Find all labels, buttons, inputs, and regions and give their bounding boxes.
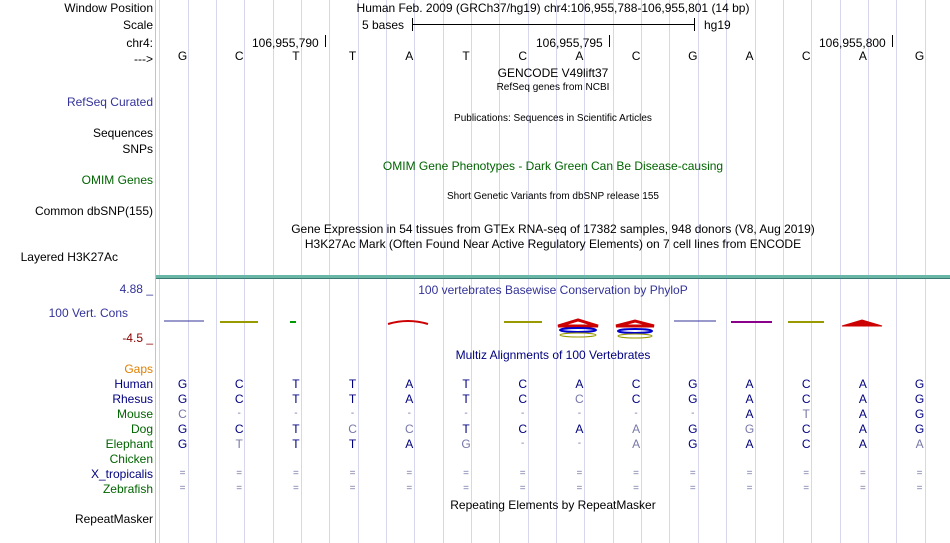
alignment-base: T	[235, 437, 243, 451]
scale-bar-right-end	[694, 18, 695, 31]
alignment-base: A	[915, 437, 924, 451]
sequence-base: A	[745, 49, 754, 63]
alignment-base: G	[177, 422, 188, 436]
alignment-base: G	[177, 377, 188, 391]
alignment-base: G	[914, 392, 925, 406]
alignment-base: T	[462, 377, 470, 391]
alignment-base: A	[745, 377, 754, 391]
alignment-base: =	[576, 483, 583, 494]
alignment-base: =	[236, 468, 243, 479]
alignment-base: -	[464, 408, 468, 419]
alignment-base: -	[634, 408, 638, 419]
alignment-base: C	[234, 377, 244, 391]
alignment-base: C	[348, 422, 357, 436]
alignment-base: A	[575, 422, 584, 436]
alignment-base: =	[519, 468, 526, 479]
window-position-label: Window Position	[64, 1, 153, 15]
alignment-base: G	[688, 392, 698, 406]
sequence-base: A	[405, 49, 414, 63]
alignment-base: C	[518, 377, 528, 391]
gencode-track-title[interactable]: GENCODE V49lift37	[497, 66, 609, 80]
alignment-base: =	[519, 483, 526, 494]
h3k27ac-signal-baseline	[156, 278, 950, 279]
alignment-base: G	[914, 407, 925, 421]
alignment-base: C	[631, 392, 641, 406]
sequence-base: G	[177, 49, 188, 63]
sequence-base: C	[234, 49, 244, 63]
alignment-base: A	[858, 407, 867, 421]
alignment-base: A	[858, 392, 867, 406]
omim-track-label[interactable]: OMIM Genes	[81, 173, 153, 187]
alignment-base: -	[521, 438, 525, 449]
alignment-base: -	[294, 408, 298, 419]
scale-bar-left-end	[412, 18, 413, 31]
sequence-base: C	[518, 49, 528, 63]
refseq-track-label[interactable]: RefSeq Curated	[66, 95, 153, 109]
alignment-base: =	[859, 483, 866, 494]
alignment-base: =	[179, 468, 186, 479]
alignment-base: =	[689, 468, 696, 479]
cons-max-value: 4.88 _	[119, 282, 153, 296]
alignment-base: T	[802, 407, 810, 421]
scale-assembly: hg19	[704, 18, 731, 32]
phylop-track-title[interactable]: 100 vertebrates Basewise Conservation by PhyloP	[418, 283, 688, 297]
alignment-base: C	[575, 392, 584, 406]
alignment-base: A	[858, 377, 867, 391]
alignment-base: -	[577, 408, 582, 419]
alignment-base: A	[745, 437, 754, 451]
chrom-label: chr4:	[126, 36, 153, 50]
alignment-base: A	[858, 437, 867, 451]
coord-tick-795	[609, 35, 610, 47]
alignment-base: C	[404, 422, 414, 436]
sequence-base: A	[575, 49, 584, 63]
alignment-base: =	[746, 483, 753, 494]
alignment-base: =	[916, 468, 923, 479]
species-label[interactable]: Dog	[130, 422, 153, 436]
alignment-base: A	[745, 407, 754, 421]
alignment-base: A	[745, 392, 754, 406]
strand-label[interactable]: --->	[134, 52, 153, 66]
alignment-base: T	[292, 437, 300, 451]
coord-106955790: 106,955,790	[252, 36, 319, 50]
cons-track-label[interactable]: 100 Vert. Cons	[48, 306, 128, 320]
sequence-base: G	[914, 49, 925, 63]
alignment-base: C	[234, 392, 244, 406]
alignment-base: -	[577, 438, 582, 449]
alignment-base: =	[463, 483, 469, 494]
alignment-base: G	[177, 392, 188, 406]
alignment-base: C	[801, 437, 811, 451]
scale-bar	[412, 24, 695, 25]
alignment-base: =	[349, 468, 356, 479]
refseq-track-subtitle[interactable]: RefSeq genes from NCBI	[496, 82, 610, 93]
alignment-base: T	[348, 377, 357, 391]
alignment-base: A	[632, 437, 641, 451]
snps-track-label[interactable]: SNPs	[122, 142, 153, 156]
alignment-base: =	[633, 468, 640, 479]
species-label[interactable]: Rhesus	[112, 392, 153, 406]
conservation-logo	[156, 312, 950, 342]
alignment-base: C	[518, 422, 528, 436]
omim-track-title[interactable]: OMIM Gene Phenotypes - Dark Green Can Be Disease-causing	[382, 159, 724, 173]
alignment-base: G	[914, 422, 925, 436]
alignment-base: =	[746, 468, 753, 479]
alignment-base: =	[179, 483, 186, 494]
alignment-base: C	[801, 422, 811, 436]
alignment-base: T	[462, 392, 470, 406]
dbsnp-track-label[interactable]: Common dbSNP(155)	[34, 204, 153, 218]
alignment-base: =	[859, 468, 866, 479]
alignment-base: -	[237, 408, 241, 419]
alignment-base: A	[575, 377, 584, 391]
alignment-base: =	[576, 468, 583, 479]
species-label[interactable]: Chicken	[109, 452, 153, 466]
scale-label: Scale	[122, 18, 153, 32]
alignment-base: =	[406, 483, 413, 494]
alignment-base: =	[292, 468, 299, 479]
alignment-base: -	[407, 408, 411, 419]
species-label[interactable]: Elephant	[105, 437, 153, 451]
alignment-base: T	[462, 422, 470, 436]
alignment-base: C	[801, 392, 811, 406]
alignment-base: T	[348, 437, 357, 451]
alignment-base: C	[631, 377, 641, 391]
species-label[interactable]: X_tropicalis	[90, 467, 153, 481]
alignment-base: =	[803, 468, 810, 479]
publications-track-title[interactable]: Publications: Sequences in Scientific Articles	[454, 113, 652, 124]
h3k27ac-track-title[interactable]: H3K27Ac Mark (Often Found Near Active Regulatory Elements) on 7 cell lines from ENCODE	[304, 237, 802, 251]
alignment-base: G	[744, 422, 755, 436]
alignment-base: A	[405, 392, 414, 406]
alignment-base: A	[405, 437, 414, 451]
species-label[interactable]: Mouse	[116, 407, 153, 421]
alignment-base: -	[350, 408, 355, 419]
alignment-base: A	[858, 422, 867, 436]
alignment-base: C	[178, 407, 187, 421]
alignment-base: =	[349, 483, 356, 494]
alignment-base: G	[688, 437, 698, 451]
alignment-base: G	[688, 422, 698, 436]
h3k27ac-track-label[interactable]: Layered H3K27Ac	[20, 250, 118, 264]
alignment-base: G	[177, 437, 188, 451]
position-text: Human Feb. 2009 (GRCh37/hg19) chr4:106,955,788-106,955,801 (14 bp)	[356, 1, 750, 15]
species-label[interactable]: Zebrafish	[102, 482, 153, 496]
alignment-base: =	[292, 483, 299, 494]
dbsnp-track-title[interactable]: Short Genetic Variants from dbSNP release 155	[447, 191, 659, 202]
multiz-track-title[interactable]: Multiz Alignments of 100 Vertebrates	[455, 348, 651, 362]
alignment-base: =	[689, 483, 696, 494]
alignment-base: G	[461, 437, 471, 451]
sequence-base: G	[688, 49, 698, 63]
alignment-base: T	[292, 377, 300, 391]
alignment-base: A	[632, 422, 641, 436]
alignment-base: T	[348, 392, 357, 406]
repeatmasker-track-label[interactable]: RepeatMasker	[74, 512, 153, 526]
coord-106955800: 106,955,800	[819, 36, 886, 50]
alignment-base: =	[633, 483, 640, 494]
coord-tick-800	[892, 35, 893, 47]
coord-tick-790	[325, 35, 326, 47]
species-label[interactable]: Human	[114, 377, 153, 391]
sequence-base: T	[348, 49, 357, 63]
scale-text: 5 bases	[362, 18, 405, 32]
sequence-base: T	[292, 49, 300, 63]
alignment-base: -	[691, 408, 695, 419]
sequences-track-label[interactable]: Sequences	[92, 126, 153, 140]
alignment-base: =	[803, 483, 810, 494]
alignment-base: C	[234, 422, 244, 436]
gtex-track-title[interactable]: Gene Expression in 54 tissues from GTEx RNA-seq of 17382 samples, 948 donors (V8, Aug 2019)	[291, 222, 815, 236]
alignment-base: C	[518, 392, 528, 406]
track-labels	[0, 0, 155, 543]
alignment-base: C	[801, 377, 811, 391]
alignment-base: T	[292, 392, 300, 406]
track-area[interactable]	[156, 0, 950, 543]
sequence-base: T	[462, 49, 470, 63]
repeatmasker-track-title[interactable]: Repeating Elements by RepeatMasker	[450, 498, 656, 512]
cons-min-value: -4.5 _	[122, 331, 153, 345]
sequence-base: A	[858, 49, 867, 63]
sequence-base: C	[801, 49, 811, 63]
alignment-base: G	[688, 377, 698, 391]
alignment-base: =	[916, 483, 923, 494]
coord-106955795: 106,955,795	[536, 36, 603, 50]
alignment-base: =	[463, 468, 469, 479]
alignment-base: =	[406, 468, 413, 479]
alignment-base: T	[292, 422, 300, 436]
alignment-base: =	[236, 483, 243, 494]
gaps-track-label[interactable]: Gaps	[124, 362, 153, 376]
alignment-base: G	[914, 377, 925, 391]
alignment-base: A	[405, 377, 414, 391]
sequence-base: C	[631, 49, 641, 63]
alignment-base: -	[521, 408, 525, 419]
